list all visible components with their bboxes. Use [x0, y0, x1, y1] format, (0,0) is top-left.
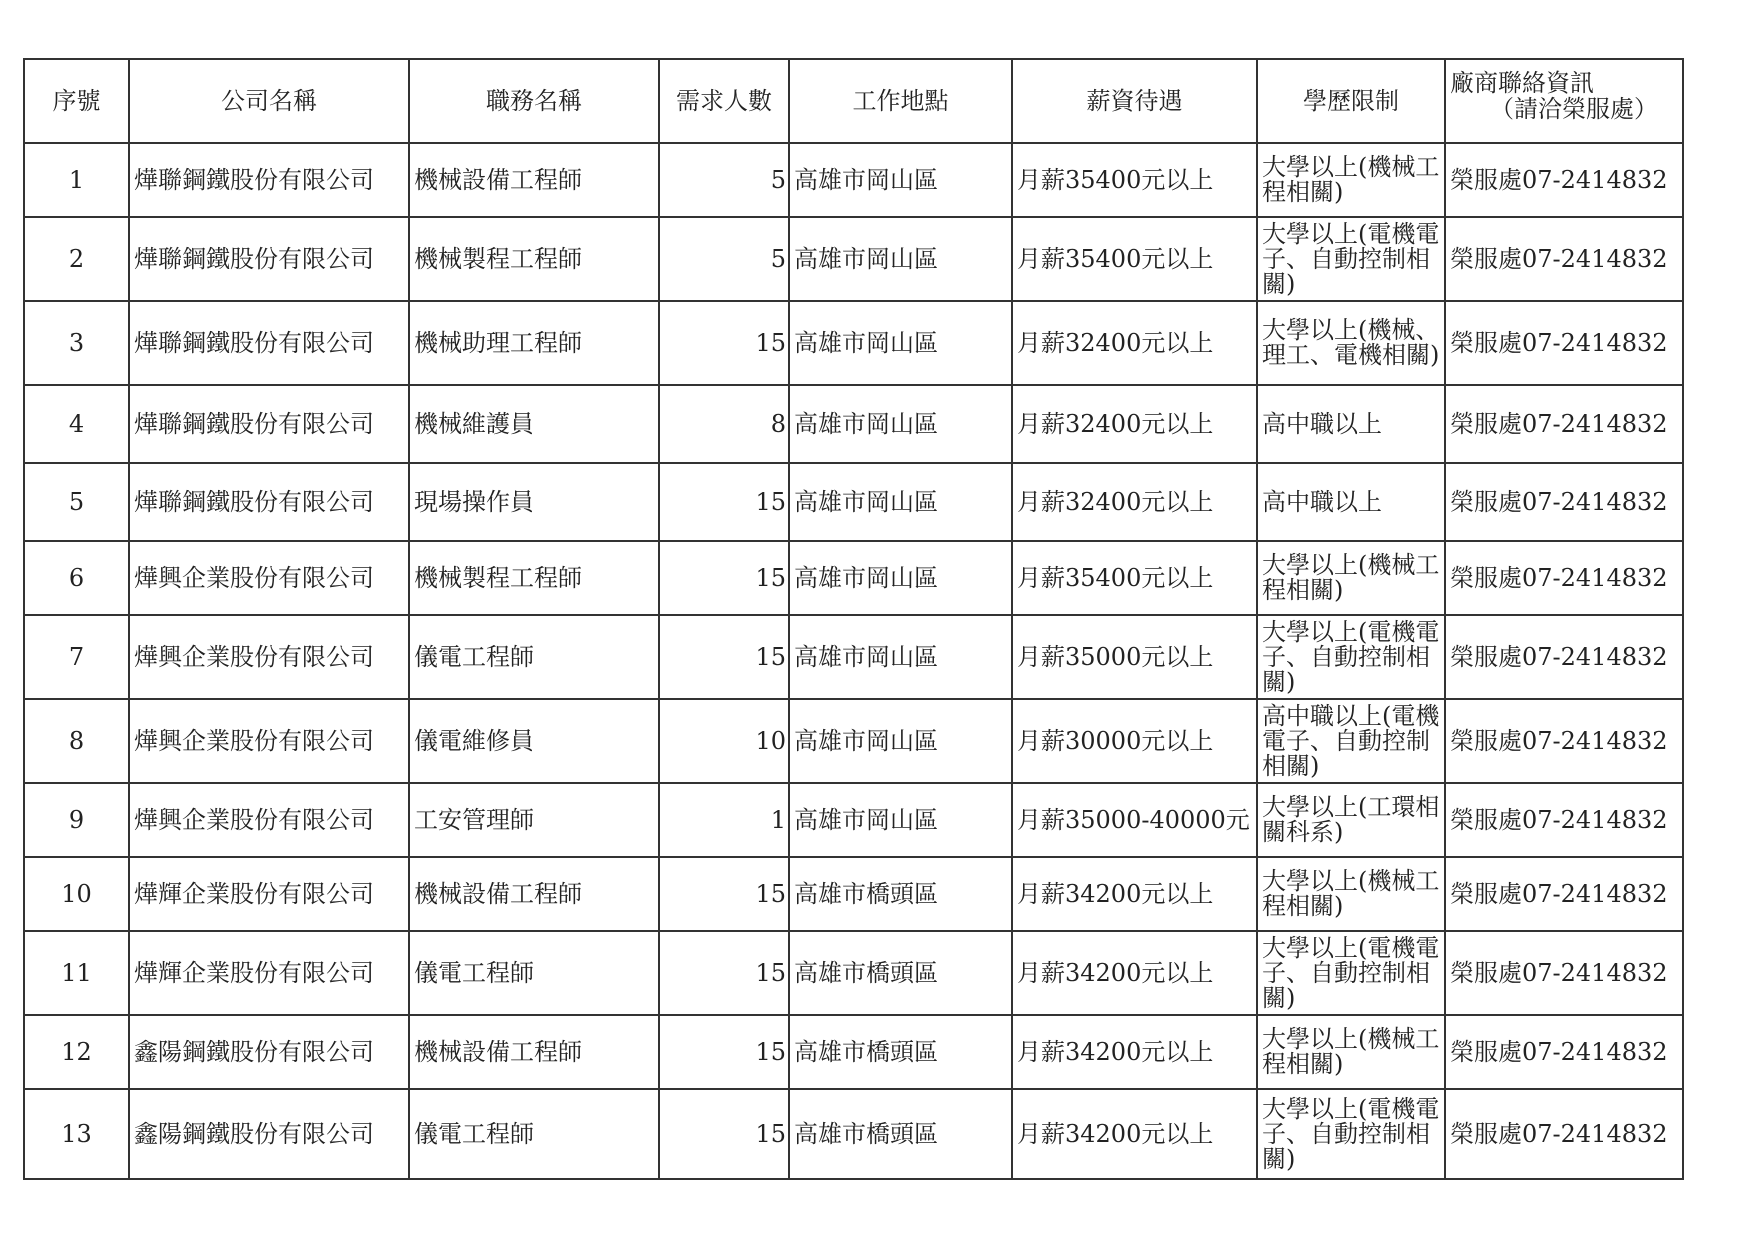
cell-count: 15: [659, 541, 789, 615]
cell-salary: 月薪32400元以上: [1012, 301, 1257, 385]
header-salary: 薪資待遇: [1012, 59, 1257, 143]
table-row: [24, 857, 1683, 931]
cell-job: 機械製程工程師: [409, 541, 659, 615]
cell-education: 大學以上(機械工程相關): [1257, 857, 1445, 931]
cell-count: 1: [659, 783, 789, 857]
cell-education: 大學以上(電機電子、自動控制相關): [1257, 931, 1445, 1015]
header-row: [24, 59, 1683, 143]
header-job: 職務名稱: [409, 59, 659, 143]
cell-contact: 榮服處07-2414832: [1445, 1089, 1683, 1179]
cell-no: 13: [24, 1089, 129, 1179]
cell-location: 高雄市岡山區: [789, 301, 1012, 385]
cell-education: 大學以上(電機電子、自動控制相關): [1257, 1089, 1445, 1179]
cell-location: 高雄市岡山區: [789, 615, 1012, 699]
cell-no: 8: [24, 699, 129, 783]
cell-count: 15: [659, 301, 789, 385]
header-count: 需求人數: [659, 59, 789, 143]
cell-job: 機械維護員: [409, 385, 659, 463]
header-education: 學歷限制: [1257, 59, 1445, 143]
cell-company: 燁聯鋼鐵股份有限公司: [129, 217, 409, 301]
cell-contact: 榮服處07-2414832: [1445, 699, 1683, 783]
cell-contact: 榮服處07-2414832: [1445, 541, 1683, 615]
table-row: [24, 1015, 1683, 1089]
header-contact-line2: （請洽榮服處）: [1490, 95, 1658, 123]
cell-salary: 月薪30000元以上: [1012, 699, 1257, 783]
cell-no: 10: [24, 857, 129, 931]
cell-location: 高雄市岡山區: [789, 783, 1012, 857]
cell-no: 2: [24, 217, 129, 301]
cell-company: 燁聯鋼鐵股份有限公司: [129, 385, 409, 463]
cell-contact: 榮服處07-2414832: [1445, 143, 1683, 217]
cell-job: 機械製程工程師: [409, 217, 659, 301]
job-listing-table: [23, 58, 1684, 1180]
cell-no: 1: [24, 143, 129, 217]
cell-salary: 月薪34200元以上: [1012, 931, 1257, 1015]
cell-no: 7: [24, 615, 129, 699]
cell-no: 11: [24, 931, 129, 1015]
cell-education: 大學以上(電機電子、自動控制相關): [1257, 217, 1445, 301]
table-row: [24, 301, 1683, 385]
cell-job: 機械設備工程師: [409, 143, 659, 217]
cell-count: 5: [659, 143, 789, 217]
cell-contact: 榮服處07-2414832: [1445, 217, 1683, 301]
cell-location: 高雄市橋頭區: [789, 931, 1012, 1015]
table-row: [24, 931, 1683, 1015]
cell-salary: 月薪35000-40000元: [1012, 783, 1257, 857]
cell-location: 高雄市橋頭區: [789, 1089, 1012, 1179]
header-contact-line1: 廠商聯絡資訊: [1450, 69, 1594, 97]
header-company: 公司名稱: [129, 59, 409, 143]
cell-education: 大學以上(電機電子、自動控制相關): [1257, 615, 1445, 699]
cell-salary: 月薪35400元以上: [1012, 217, 1257, 301]
table-row: [24, 783, 1683, 857]
cell-company: 燁興企業股份有限公司: [129, 699, 409, 783]
cell-no: 5: [24, 463, 129, 541]
cell-contact: 榮服處07-2414832: [1445, 385, 1683, 463]
cell-company: 燁聯鋼鐵股份有限公司: [129, 143, 409, 217]
cell-location: 高雄市橋頭區: [789, 857, 1012, 931]
cell-job: 機械助理工程師: [409, 301, 659, 385]
table-row: [24, 541, 1683, 615]
cell-education: 大學以上(機械、理工、電機相關): [1257, 301, 1445, 385]
table-row: [24, 1089, 1683, 1179]
cell-contact: 榮服處07-2414832: [1445, 931, 1683, 1015]
cell-location: 高雄市岡山區: [789, 541, 1012, 615]
cell-no: 9: [24, 783, 129, 857]
cell-count: 15: [659, 1015, 789, 1089]
cell-contact: 榮服處07-2414832: [1445, 857, 1683, 931]
cell-company: 鑫陽鋼鐵股份有限公司: [129, 1089, 409, 1179]
cell-no: 12: [24, 1015, 129, 1089]
cell-company: 燁興企業股份有限公司: [129, 541, 409, 615]
cell-count: 15: [659, 463, 789, 541]
cell-job: 機械設備工程師: [409, 1015, 659, 1089]
cell-job: 機械設備工程師: [409, 857, 659, 931]
cell-job: 儀電工程師: [409, 931, 659, 1015]
cell-job: 現場操作員: [409, 463, 659, 541]
cell-location: 高雄市岡山區: [789, 699, 1012, 783]
cell-salary: 月薪32400元以上: [1012, 463, 1257, 541]
header-contact: [1445, 59, 1683, 143]
cell-company: 燁輝企業股份有限公司: [129, 857, 409, 931]
cell-count: 15: [659, 615, 789, 699]
cell-salary: 月薪34200元以上: [1012, 1089, 1257, 1179]
cell-education: 高中職以上: [1257, 385, 1445, 463]
cell-company: 燁聯鋼鐵股份有限公司: [129, 301, 409, 385]
cell-company: 燁興企業股份有限公司: [129, 615, 409, 699]
header-no: 序號: [24, 59, 129, 143]
cell-contact: 榮服處07-2414832: [1445, 463, 1683, 541]
cell-location: 高雄市岡山區: [789, 385, 1012, 463]
cell-contact: 榮服處07-2414832: [1445, 1015, 1683, 1089]
cell-education: 大學以上(工環相關科系): [1257, 783, 1445, 857]
cell-job: 儀電工程師: [409, 615, 659, 699]
cell-contact: 榮服處07-2414832: [1445, 615, 1683, 699]
table-row: [24, 385, 1683, 463]
cell-salary: 月薪34200元以上: [1012, 1015, 1257, 1089]
table-row: [24, 699, 1683, 783]
cell-education: 大學以上(機械工程相關): [1257, 143, 1445, 217]
cell-education: 大學以上(機械工程相關): [1257, 1015, 1445, 1089]
cell-contact: 榮服處07-2414832: [1445, 783, 1683, 857]
cell-salary: 月薪34200元以上: [1012, 857, 1257, 931]
cell-job: 儀電維修員: [409, 699, 659, 783]
cell-salary: 月薪32400元以上: [1012, 385, 1257, 463]
cell-no: 6: [24, 541, 129, 615]
cell-location: 高雄市岡山區: [789, 217, 1012, 301]
cell-count: 15: [659, 1089, 789, 1179]
table-row: [24, 143, 1683, 217]
cell-job: 儀電工程師: [409, 1089, 659, 1179]
table-body: [24, 143, 1683, 1179]
cell-count: 8: [659, 385, 789, 463]
cell-company: 燁聯鋼鐵股份有限公司: [129, 463, 409, 541]
cell-company: 燁輝企業股份有限公司: [129, 931, 409, 1015]
table-row: [24, 217, 1683, 301]
cell-education: 高中職以上: [1257, 463, 1445, 541]
table-row: [24, 615, 1683, 699]
cell-location: 高雄市岡山區: [789, 143, 1012, 217]
table-row: [24, 463, 1683, 541]
cell-count: 15: [659, 857, 789, 931]
header-location: 工作地點: [789, 59, 1012, 143]
cell-contact: 榮服處07-2414832: [1445, 301, 1683, 385]
cell-no: 3: [24, 301, 129, 385]
cell-count: 5: [659, 217, 789, 301]
cell-education: 高中職以上(電機電子、自動控制相關): [1257, 699, 1445, 783]
cell-salary: 月薪35400元以上: [1012, 143, 1257, 217]
cell-location: 高雄市橋頭區: [789, 1015, 1012, 1089]
cell-job: 工安管理師: [409, 783, 659, 857]
cell-location: 高雄市岡山區: [789, 463, 1012, 541]
cell-salary: 月薪35400元以上: [1012, 541, 1257, 615]
cell-company: 鑫陽鋼鐵股份有限公司: [129, 1015, 409, 1089]
cell-salary: 月薪35000元以上: [1012, 615, 1257, 699]
cell-education: 大學以上(機械工程相關): [1257, 541, 1445, 615]
cell-company: 燁興企業股份有限公司: [129, 783, 409, 857]
cell-count: 15: [659, 931, 789, 1015]
cell-no: 4: [24, 385, 129, 463]
cell-count: 10: [659, 699, 789, 783]
